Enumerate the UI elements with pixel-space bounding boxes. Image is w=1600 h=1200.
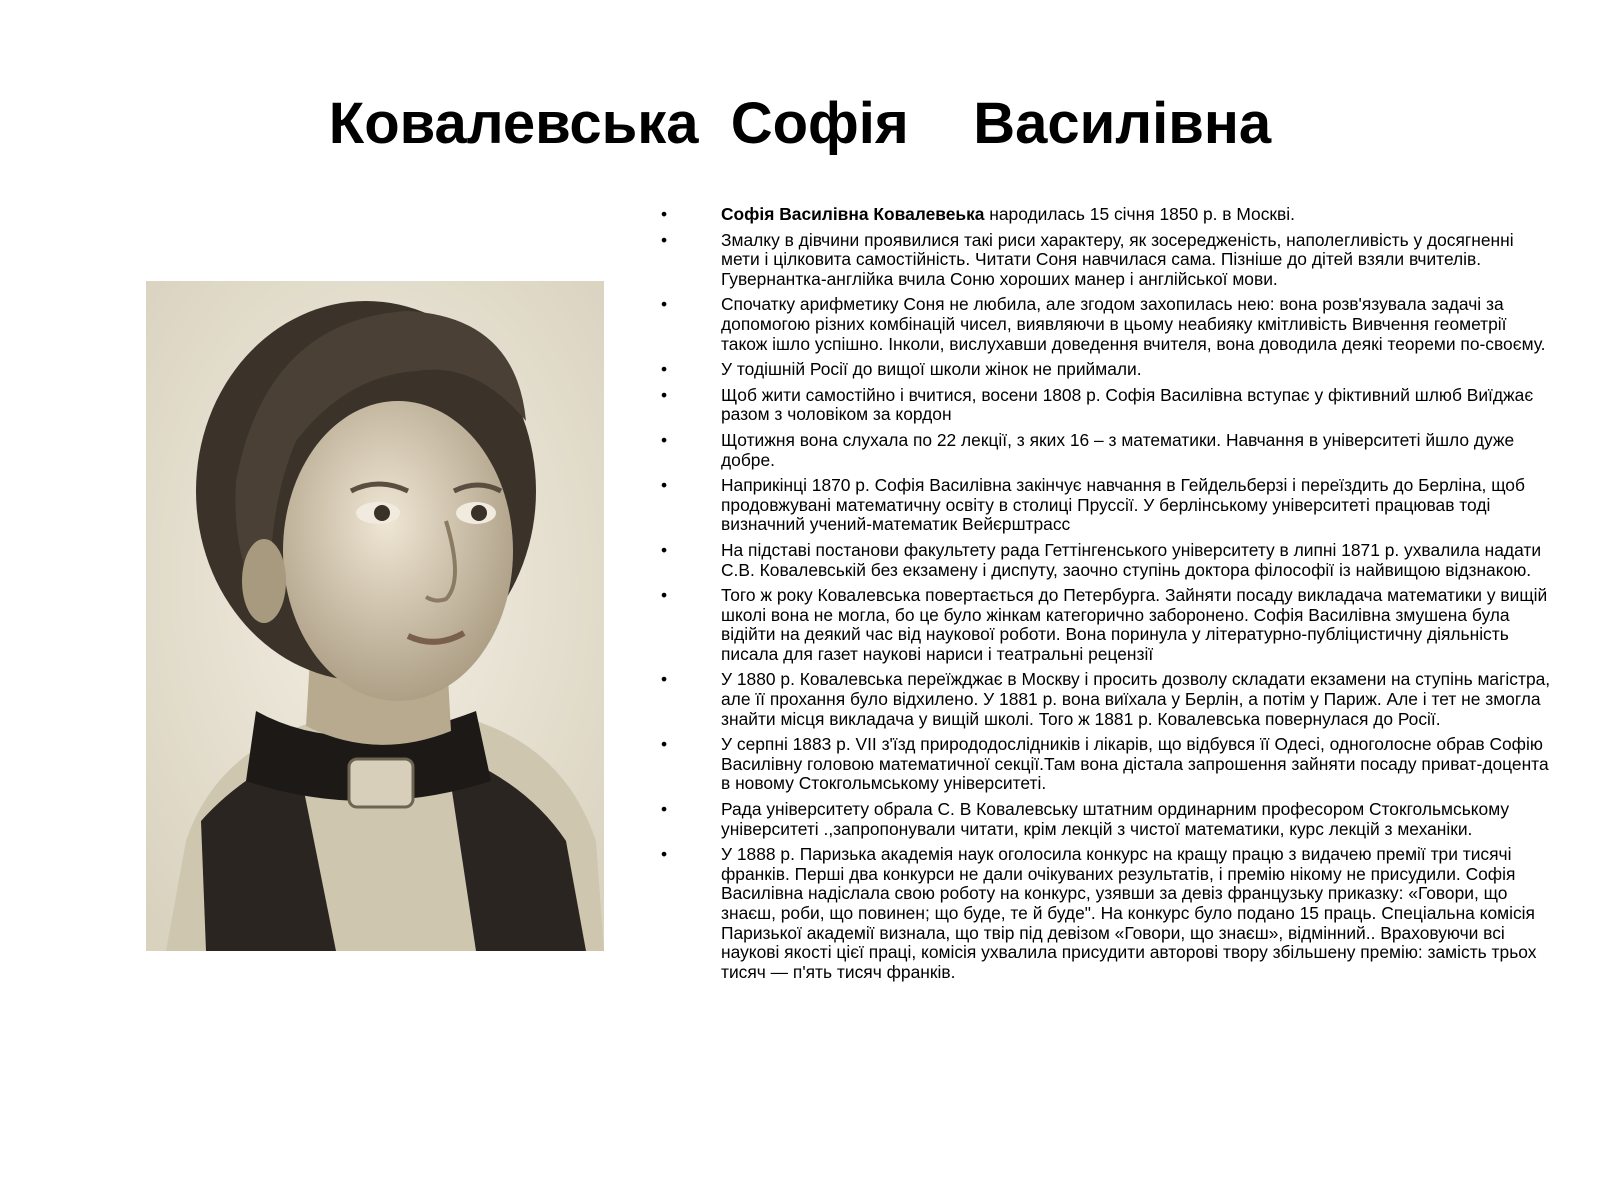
bullet-item (650, 670, 1555, 729)
bullet-marker: • (661, 204, 668, 224)
bullet-text: У 1888 р. Паризька академія наук оголосила конкурс на кращу працю з видачею премії три тисячі франків. Перші два конкурси не дали очікуваних результатів, і премію нікому не присудили. Софія Василівна надіслала свою роботу на конкурс, узявши за девіз французьку приказку: «Говори, що знаєш, роби, що повинен; що буде, те й буде". На конкурс було подано 15 праць. Спеціальна комісія Паризької академії визнала, що твір під девізом «Говори, що знаєш», відмінний.. Враховуючи всі наукові якості цієї праці, комісія ухвалила присудити авторові твору збільшену премію: замість трьох тисяч — п'ять тисяч франків. (721, 844, 1537, 982)
bullet-text: Щотижня вона слухала по 22 лекції, з яких 16 – з математики. Навчання в університеті йшло дуже добре. (721, 429, 1515, 470)
bullet-text: народилась 15 січня 1850 р. в Москві. (984, 204, 1295, 224)
bullet-marker: • (661, 384, 668, 405)
bullet-item (650, 586, 1555, 664)
bullet-marker: • (661, 475, 668, 496)
bullet-item (650, 476, 1555, 535)
bullet-item (650, 431, 1555, 470)
bullet-text: Спочатку арифметику Соня не любила, але згодом захопилась нею: вона розв'язувала задачі за допомогою різних комбінацій чисел, виявляючи в цьому неабияку кмітливість Вивчення геометрії також ішло успішно. Інколи, вислухавши доведення вчителя, вона доводила деякі теореми по-своєму. (721, 294, 1546, 354)
bullet-item (650, 800, 1555, 839)
portrait-illustration (146, 281, 604, 951)
bullet-text: Рада університету обрала С. В Ковалевську штатним ординарним професором Стокгольмському університеті .,запропонували читати, крім лекцій з чистої математики, курс лекцій з механіки. (721, 799, 1510, 839)
bullet-text: У 1880 р. Ковалевська переїжджає в Москву і просить дозволу складати екзамени на ступінь магістра, але її прохання було відхилено. У 1881 р. вона виїхала у Берлін, а потім у Париж. Але і тет не змогла знайти місця викладача у вищій школі. Того ж 1881 р. Ковалевська повернулася до Росії. (721, 669, 1551, 729)
bullet-text: Того ж року Ковалевська повертається до Петербурга. Зайняти посаду викладача математики у вищій школі вона не могла, бо це було жінкам категорично заборонено. Софія Василівна змушена була відійти на деякий час від наукової роботи. Вона поринула у літературно-публіцистичну діяльність писала для газет наукові нариси і театральні рецензії (721, 585, 1548, 664)
bullet-item (650, 735, 1555, 794)
biography-bullet-list (650, 205, 1555, 988)
bullet-item (650, 386, 1555, 425)
bullet-text: Щоб жити самостійно і вчитися, восени 1808 р. Софія Василівна вступає у фіктивний шлюб Виїджає разом з чоловіком за кордон (721, 384, 1534, 425)
bullet-item-intro (650, 205, 1555, 225)
bullet-text: Наприкінці 1870 р. Софія Василівна закінчує навчання в Гейдельберзі і переїздить до Берліна, щоб продовжувані математичну освіту в столиці Пруссії. У берлінському університеті працював тоді визначний учений-математик Вейєрштрасс (721, 475, 1525, 535)
bullet-text: На підставі постанови факультету рада Геттінгенського університету в липні 1871 р. ухвалила надати С.В. Ковалевській без екзамену і диспуту, заочно ступінь доктора філософії із найвищою відзнакою. (721, 539, 1542, 580)
bullet-marker: • (661, 799, 668, 820)
bullet-item (650, 231, 1555, 290)
bullet-marker: • (661, 359, 668, 380)
bullet-marker: • (661, 294, 668, 315)
slide-title: Ковалевська Софія Василівна (328, 91, 1272, 156)
bullet-marker: • (661, 585, 668, 606)
bullet-marker: • (661, 429, 668, 450)
portrait-photo (146, 281, 604, 951)
bullet-marker: • (661, 844, 668, 865)
bullet-marker: • (661, 229, 668, 250)
bullet-item (650, 295, 1555, 354)
bullet-marker: • (661, 734, 668, 755)
bullet-text: У тодішній Росії до вищої школи жінок не приймали. (721, 359, 1142, 380)
bullet-item (650, 541, 1555, 580)
bullet-item (650, 360, 1555, 380)
bullet-text: Змалку в дівчини проявилися такі риси характеру, як зосередженість, наполегливість у досягненні мети і цілковита самостійність. Читати Соня навчилася сама. Пізніше до дітей взяли вчителів. Гувернантка-англійка вчила Соню хороших манер і англійської мови. (721, 229, 1514, 289)
bullet-marker: • (661, 669, 668, 690)
bullet-marker: • (661, 539, 668, 560)
bullet-lead-name: Софія Василівна Ковалевеька (721, 204, 985, 224)
bullet-item (650, 845, 1555, 982)
bullet-text: У серпні 1883 р. VII з'їзд природодослідників і лікарів, що відбувся її Одесі, одноголосне обрав Софію Василівну головою математичної секції.Там вона дістала запрошення зайняти посаду приват-доцента в новому Стокгольмському університеті. (721, 734, 1549, 794)
